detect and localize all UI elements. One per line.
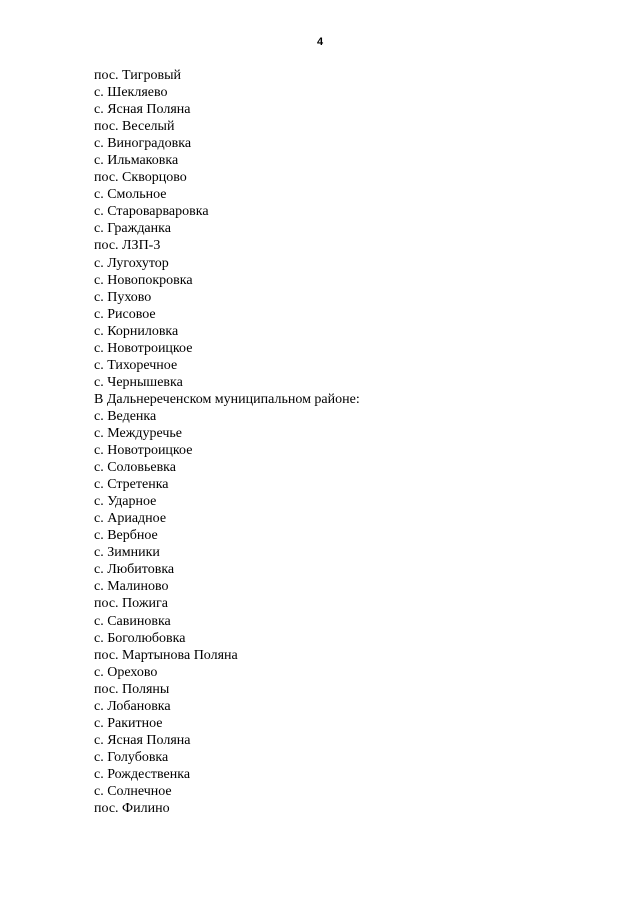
list-item: с. Новотроицкое xyxy=(94,340,193,356)
list-item: с. Ракитное xyxy=(94,715,163,731)
list-item: с. Шекляево xyxy=(94,85,168,101)
list-item: с. Виноградовка xyxy=(94,136,192,152)
list-item: с. Савиновка xyxy=(94,613,171,629)
list-item: с. Староварваровка xyxy=(94,204,209,220)
list-item: с. Голубовка xyxy=(94,749,169,765)
list-item: с. Любитовка xyxy=(94,562,175,578)
list-item: с. Соловьевка xyxy=(94,460,176,476)
list-item: с. Смольное xyxy=(94,187,167,203)
list-item: с. Стретенка xyxy=(94,477,169,493)
list-item: пос. Поляны xyxy=(94,681,170,697)
list-item: с. Пухово xyxy=(94,289,152,305)
list-item: с. Зимники xyxy=(94,545,160,561)
settlement-list xyxy=(94,67,360,817)
list-item: пос. Скворцово xyxy=(94,170,187,186)
list-item: с. Солнечное xyxy=(94,783,172,799)
list-item: с. Веденка xyxy=(94,408,157,424)
list-item: с. Боголюбовка xyxy=(94,630,186,646)
list-item: с. Новотроицкое xyxy=(94,443,193,459)
list-item: с. Вербное xyxy=(94,528,158,544)
list-item: пос. Филино xyxy=(94,801,170,817)
list-item: с. Малиново xyxy=(94,579,169,595)
list-item: с. Корниловка xyxy=(94,323,179,339)
list-item: с. Междуречье xyxy=(94,425,182,441)
list-item: с. Ариадное xyxy=(94,511,167,527)
list-item: с. Гражданка xyxy=(94,221,171,237)
list-item: с. Ясная Поляна xyxy=(94,732,191,748)
list-item: с. Лобановка xyxy=(94,698,171,714)
list-item: с. Новопокровка xyxy=(94,272,193,288)
list-item: с. Лугохутор xyxy=(94,255,169,271)
page-number: 4 xyxy=(316,36,324,48)
list-item: с. Ударное xyxy=(94,494,157,510)
district-heading: В Дальнереченском муниципальном районе: xyxy=(94,391,360,407)
list-item: с. Рисовое xyxy=(94,306,156,322)
list-item: пос. Пожига xyxy=(94,596,168,612)
list-item: с. Чернышевка xyxy=(94,374,183,390)
list-item: пос. ЛЗП-3 xyxy=(94,238,161,254)
list-item: пос. Тигровый xyxy=(94,68,182,83)
list-item: пос. Веселый xyxy=(94,119,175,135)
list-item: с. Рождественка xyxy=(94,766,191,782)
list-item: с. Ильмаковка xyxy=(94,153,179,169)
list-item: пос. Мартынова Поляна xyxy=(94,647,238,663)
list-item: с. Орехово xyxy=(94,664,158,680)
list-item: с. Ясная Поляна xyxy=(94,102,191,118)
list-item: с. Тихоречное xyxy=(94,357,178,373)
